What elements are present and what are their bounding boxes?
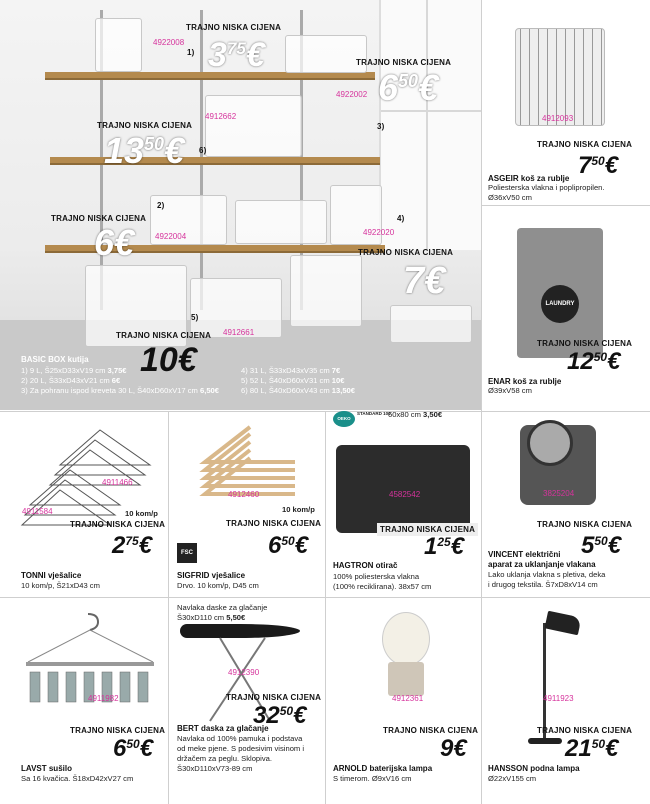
vincent-price: $5^{50}€$ (581, 532, 622, 559)
hagtron-name: HAGTRON otirač (333, 561, 398, 570)
lavst-desc: Sa 16 kvačica. Š18xD42xV27 cm (21, 774, 134, 783)
sigfrid-price: $6^{50}€$ (268, 532, 309, 559)
hero-code-3: 4912662 (205, 112, 237, 121)
box-medium-2 (235, 200, 327, 244)
asgeir-code: 4912093 (542, 114, 574, 123)
hansson-lamp-head (545, 611, 582, 636)
bert-code: 4912390 (228, 668, 260, 677)
tonni-code-2: 4911584 (22, 507, 53, 516)
window (379, 0, 481, 250)
vincent-label: TRAJNO NISKA CIJENA (537, 520, 633, 529)
arnold-label: TRAJNO NISKA CIJENA (383, 726, 479, 735)
sigfrid-per-pack: 10 kom/p (282, 505, 315, 514)
hero-code-1: 4922008 (153, 38, 185, 47)
hansson-price: $21^{50}€$ (565, 735, 619, 762)
laundry-print: LAUNDRY (541, 285, 579, 323)
callout-2: 2) (157, 201, 165, 210)
hagtron-label: TRAJNO NISKA CIJENA (377, 523, 478, 536)
enar-name: ENAR koš za rublje (488, 377, 562, 386)
hero-label-4: TRAJNO NISKA CIJENA (51, 214, 147, 223)
sigfrid-desc: Drvo. 10 kom/p, D45 cm (177, 581, 259, 590)
tonni-code-1: 4911466 (102, 478, 133, 487)
hero-label-1: TRAJNO NISKA CIJENA (186, 23, 282, 32)
vincent-shaver-head (527, 420, 573, 466)
box-small (95, 18, 142, 72)
lavst-name: LAVST sušilo (21, 764, 72, 773)
hero-price-2: $6^{50}€$ (378, 67, 439, 108)
asgeir-price: $7^{50}€$ (578, 152, 619, 179)
bert-desc: Navlaka od 100% pamuka i podstava od meke pjene. S podesivim visinom i držačem za peglu. Sklopiva. Š30xD110xV73-89 cm (177, 734, 305, 773)
hansson-lamp-pole (543, 623, 546, 741)
arnold-lamp-globe (382, 612, 430, 666)
basicbox-lines-right: 4) 31 L, Š33xD43xV35 cm 7€ 5) 52 L, Š40xD60xV31 cm 10€ 6) 80 L, Š40xD60xV43 cm 13,50€ (241, 366, 355, 395)
tonni-name: TONNI vješalice (21, 571, 82, 580)
hansson-lamp-base (528, 738, 562, 744)
lavst-price: $6^{50}€$ (113, 735, 154, 762)
fsc-logo: FSC (177, 543, 197, 563)
box-lidded (285, 35, 367, 73)
box-floor-4 (390, 305, 472, 343)
vincent-name: VINCENT električni aparat za uklanjanje vlakana (488, 550, 596, 569)
hansson-code: 4911923 (543, 694, 574, 703)
hero-price-3: $13^{50}€$ (104, 130, 185, 171)
enar-price: $12^{50}€$ (567, 348, 621, 375)
lavst-label: TRAJNO NISKA CIJENA (70, 726, 166, 735)
hero-price-4: 6€ (94, 222, 135, 263)
hero-label-2: TRAJNO NISKA CIJENA (356, 58, 452, 67)
tonni-price: $2^{75}€$ (112, 532, 153, 559)
callout-1: 1) (187, 48, 195, 57)
hansson-name: HANSSON podna lampa (488, 764, 580, 773)
enar-label: TRAJNO NISKA CIJENA (537, 339, 633, 348)
oeko-tex-badge: OEKO TEX (333, 411, 355, 427)
arnold-name: ARNOLD baterijska lampa (333, 764, 433, 773)
sigfrid-label: TRAJNO NISKA CIJENA (226, 519, 322, 528)
basicbox-name: BASIC BOX kutija (21, 355, 89, 364)
box-large (205, 95, 302, 157)
bert-variant: Navlaka daske za glačanje Š30xD110 cm 5,50€ (177, 603, 268, 622)
tonni-label: TRAJNO NISKA CIJENA (70, 520, 166, 529)
arnold-lamp-base (388, 662, 424, 696)
vincent-code: 3825204 (543, 489, 575, 498)
hagtron-code: 4582542 (389, 490, 421, 499)
sigfrid-name: SIGFRID vješalice (177, 571, 246, 580)
arnold-price: 9€ (440, 735, 467, 762)
hagtron-price: $1^{25}€$ (424, 533, 465, 560)
hagtron-variant: 60x80 cm 3,50€ (388, 410, 443, 419)
asgeir-basket-image (515, 28, 605, 126)
box-floor-3 (290, 255, 362, 327)
arnold-code: 4912361 (392, 694, 424, 703)
asgeir-label: TRAJNO NISKA CIJENA (537, 140, 633, 149)
vincent-desc: Lako uklanja vlakna s pletiva, deka i drugog tekstila. Š7xD8xV14 cm (488, 570, 606, 589)
basicbox-lines-left: 1) 9 L, Š25xD33xV19 cm 3,75€ 2) 20 L, Š33xD43xV21 cm 6€ 3) Za pohranu ispod kreveta 30 L, Š40xD60xV17 cm 6,50€ (21, 366, 219, 395)
hagtron-desc: 100% poliesterska vlakna (100% reciklirana). 38x57 cm (333, 572, 432, 591)
hero-price-5: 7€ (403, 260, 446, 302)
sigfrid-code: 4912460 (228, 490, 260, 499)
bert-name: BERT daska za glačanje (177, 724, 269, 733)
callout-6: 6) (199, 146, 207, 155)
bert-price: $32^{50}€$ (253, 702, 307, 729)
lavst-code: 4911982 (88, 694, 119, 703)
hansson-desc: Ø22xV155 cm (488, 774, 537, 783)
hero-label-6: TRAJNO NISKA CIJENA (116, 331, 212, 340)
arnold-desc: S timerom. Ø9xV16 cm (333, 774, 412, 783)
asgeir-name: ASGEIR koš za rublje (488, 174, 570, 183)
callout-4: 4) (397, 214, 405, 223)
tonni-desc: 10 kom/p, Š21xD43 cm (21, 581, 100, 590)
callout-3: 3) (377, 122, 385, 131)
hero-label-3: TRAJNO NISKA CIJENA (97, 121, 193, 130)
hero-code-5: 4922020 (363, 228, 395, 237)
tonni-per-pack: 10 kom/p (125, 509, 158, 518)
hagtron-mat-image (336, 445, 470, 533)
hero-price-1: $3^{75}€$ (208, 36, 265, 74)
hero-code-2: 4922002 (336, 90, 368, 99)
bert-label: TRAJNO NISKA CIJENA (226, 693, 322, 702)
hero-code-4: 4922004 (155, 232, 187, 241)
asgeir-desc: Poliesterska vlakna i poplipropilen. Ø36xV50 cm (488, 183, 605, 202)
callout-5: 5) (191, 313, 199, 322)
hero-price-6: 10€ (140, 341, 197, 379)
hero-code-6: 4912661 (223, 328, 255, 337)
hero-label-5: TRAJNO NISKA CIJENA (358, 248, 454, 257)
enar-desc: Ø39xV58 cm (488, 386, 532, 395)
oeko-tex-standard: STANDARD 100 (357, 411, 391, 416)
hansson-label: TRAJNO NISKA CIJENA (537, 726, 633, 735)
shelf-mid (50, 157, 380, 165)
